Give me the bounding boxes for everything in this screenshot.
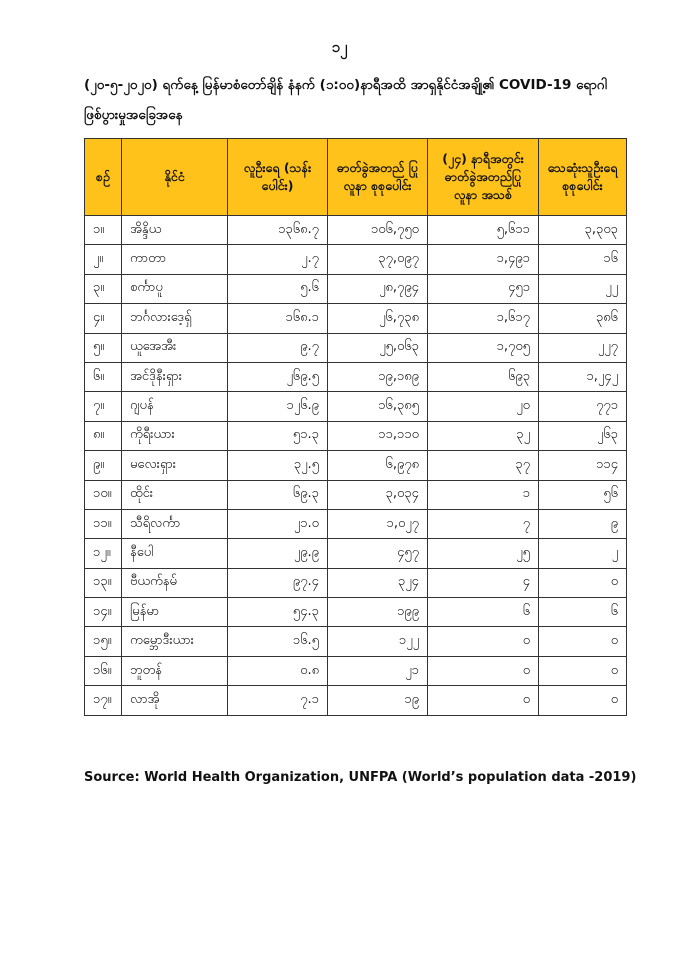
table-cell: ၁၀၆,၇၅၀ xyxy=(328,216,428,245)
header-cell: လူဦးရေ (သန်းပေါင်း) xyxy=(228,139,328,216)
table-row xyxy=(85,304,627,333)
table-row xyxy=(85,539,627,568)
table-cell: အိန္ဒိယ xyxy=(122,216,228,245)
table-cell: ၁၃။ xyxy=(85,568,122,597)
table-cell: ၂၅,၀၆၃ xyxy=(328,333,428,362)
table-cell: ၁၉,၁၈၉ xyxy=(328,362,428,391)
table-cell: ၁၂၆.၉ xyxy=(228,392,328,421)
source-note: Source: World Health Organization, UNFPA (World’s population data -2019) xyxy=(84,770,637,785)
table-row xyxy=(85,274,627,303)
table-cell: ၁။ xyxy=(85,216,122,245)
table-cell: ၁၇။ xyxy=(85,686,122,715)
table-cell: ၁၄။ xyxy=(85,598,122,627)
table-row xyxy=(85,216,627,245)
table-cell: ၅၁.၃ xyxy=(228,421,328,450)
table-cell: ၈။ xyxy=(85,421,122,450)
table-body xyxy=(85,216,627,716)
table-cell: ဂျပန် xyxy=(122,392,228,421)
table-cell: ၆ xyxy=(428,598,539,627)
table-cell: ၂။ xyxy=(85,245,122,274)
table-row xyxy=(85,333,627,362)
table-cell: ဗီယက်နမ် xyxy=(122,568,228,597)
document-title: (၂၀-၅-၂၀၂၀) ရက်နေ့ မြန်မာစံတော်ချိန် နံနက် (၁:၀၀)နာရီအထိ အာရှနိုင်ငံအချို့၏ COVID-19 ရောဂါ ဖြစ်ပွားမှုအခြေအနေ xyxy=(84,77,607,123)
covid-table xyxy=(84,138,627,716)
table-cell: ယူအေအီး xyxy=(122,333,228,362)
page-number: ၁၂ xyxy=(331,38,348,56)
table-cell: ၀.၈ xyxy=(228,656,328,685)
table-cell: ၀ xyxy=(539,656,627,685)
table-cell: ၂၆,၇၃၈ xyxy=(328,304,428,333)
table-cell: ၁၁,၁၁၀ xyxy=(328,421,428,450)
table-cell: ကိုရီးယား xyxy=(122,421,228,450)
table-cell: ၂၂ xyxy=(539,274,627,303)
table-cell: အင်ဒိုနီးရှား xyxy=(122,362,228,391)
table-cell: မလေးရှား xyxy=(122,451,228,480)
table-cell: ၃၇ xyxy=(428,451,539,480)
table-row xyxy=(85,656,627,685)
table-cell: ၂၅ xyxy=(428,539,539,568)
table-cell: ၂၁.၀ xyxy=(228,509,328,538)
table-cell: ၁၃၆၈.၇ xyxy=(228,216,328,245)
table-cell: ၁,၆၁၇ xyxy=(428,304,539,333)
table-cell: ၁,၄၉၁ xyxy=(428,245,539,274)
table-cell: ထိုင်း xyxy=(122,480,228,509)
table-row xyxy=(85,686,627,715)
table-cell: သီရိလင်္ကာ xyxy=(122,509,228,538)
table-cell: ၀ xyxy=(428,686,539,715)
table-cell: ၁,၇၀၅ xyxy=(428,333,539,362)
table-cell: ၉ xyxy=(539,509,627,538)
table-cell: ၀ xyxy=(539,686,627,715)
table-cell: ၃၂၄ xyxy=(328,568,428,597)
table-cell: ၃,၀၃၄ xyxy=(328,480,428,509)
table-cell: ၃၂.၅ xyxy=(228,451,328,480)
table-cell: မြန်မာ xyxy=(122,598,228,627)
header-cell: စဉ် xyxy=(85,139,122,216)
table-cell: ကမ္ဘောဒီးယား xyxy=(122,627,228,656)
table-cell: ၂.၇ xyxy=(228,245,328,274)
table-row xyxy=(85,627,627,656)
header-cell: သေဆုံးသူဦးရေ စုစုပေါင်း xyxy=(539,139,627,216)
table-cell: ၆၉.၃ xyxy=(228,480,328,509)
table-cell: ၂၆၉.၅ xyxy=(228,362,328,391)
table-cell: ၁၂။ xyxy=(85,539,122,568)
table-cell: ၁၆.၅ xyxy=(228,627,328,656)
table-cell: ၀ xyxy=(539,627,627,656)
header-cell: နိုင်ငံ xyxy=(122,139,228,216)
table-cell: ၉။ xyxy=(85,451,122,480)
table-cell: ၇ xyxy=(428,509,539,538)
table-cell: ၂၈,၇၉၄ xyxy=(328,274,428,303)
table-cell: ၁,၂၄၂ xyxy=(539,362,627,391)
table-cell: ၁၀။ xyxy=(85,480,122,509)
table-cell: ၅၄.၃ xyxy=(228,598,328,627)
table-row xyxy=(85,245,627,274)
table-cell: ၁၉၉ xyxy=(328,598,428,627)
table-row xyxy=(85,392,627,421)
table-cell: ၇၇၁ xyxy=(539,392,627,421)
table-cell: ဘင်္ဂလားဒေ့ရှ် xyxy=(122,304,228,333)
table-header-row xyxy=(85,139,627,216)
table-cell: ၅။ xyxy=(85,333,122,362)
table-cell: ၁၁၄ xyxy=(539,451,627,480)
table-cell: ၃,၃၀၃ xyxy=(539,216,627,245)
table-cell: ၁၆၈.၁ xyxy=(228,304,328,333)
table-cell: ၆,၉၇၈ xyxy=(328,451,428,480)
table-cell: ၂၂၇ xyxy=(539,333,627,362)
table-cell: ၁,၀၂၇ xyxy=(328,509,428,538)
table-cell: နီပေါ xyxy=(122,539,228,568)
table-cell: ၁၆ xyxy=(539,245,627,274)
table-cell: ၃၇,၀၉၇ xyxy=(328,245,428,274)
table-cell: ၃၂ xyxy=(428,421,539,450)
table-cell: ၁၅။ xyxy=(85,627,122,656)
table-row xyxy=(85,568,627,597)
table-cell: ၀ xyxy=(428,656,539,685)
table-row xyxy=(85,509,627,538)
table-cell: ၉၇.၄ xyxy=(228,568,328,597)
table-cell: ၂၆၃ xyxy=(539,421,627,450)
table-cell: စင်္ကာပူ xyxy=(122,274,228,303)
table-cell: ၁၁။ xyxy=(85,509,122,538)
table-cell: ၁၆,၃၈၅ xyxy=(328,392,428,421)
table-cell: ၃။ xyxy=(85,274,122,303)
table-cell: ၃၈၆ xyxy=(539,304,627,333)
table-cell: ဘူတန် xyxy=(122,656,228,685)
table-row xyxy=(85,598,627,627)
table-row xyxy=(85,362,627,391)
table-cell: ၆ xyxy=(539,598,627,627)
table-cell: ၀ xyxy=(428,627,539,656)
table-cell: ၁၂၂ xyxy=(328,627,428,656)
table-cell: ၀ xyxy=(539,568,627,597)
table-cell: ၂၉.၉ xyxy=(228,539,328,568)
table-cell: ၄။ xyxy=(85,304,122,333)
table-cell: ၂၀ xyxy=(428,392,539,421)
table-cell: ၄ xyxy=(428,568,539,597)
header-cell: ဓာတ်ခွဲအတည် ပြု လူနာ စုစုပေါင်း xyxy=(328,139,428,216)
table-cell: ၆။ xyxy=(85,362,122,391)
table-cell: ၁၉ xyxy=(328,686,428,715)
table-cell: ၂ xyxy=(539,539,627,568)
table-cell: ကာတာ xyxy=(122,245,228,274)
table-row xyxy=(85,421,627,450)
table-cell: ၇။ xyxy=(85,392,122,421)
table-cell: ၁၆။ xyxy=(85,656,122,685)
table-cell: ၅.၆ xyxy=(228,274,328,303)
table-row xyxy=(85,451,627,480)
table-cell: ၂၁ xyxy=(328,656,428,685)
table-cell: ၇.၁ xyxy=(228,686,328,715)
table-cell: ၅၆ xyxy=(539,480,627,509)
header-cell: (၂၄) နာရီအတွင်း ဓာတ်ခွဲအတည်ပြု လူနာ အသစ် xyxy=(428,139,539,216)
table-row xyxy=(85,480,627,509)
table-cell: ၁ xyxy=(428,480,539,509)
table-cell: ၄၅၇ xyxy=(328,539,428,568)
table-cell: ၄၅၁ xyxy=(428,274,539,303)
table-cell: လာအို xyxy=(122,686,228,715)
table-cell: ၆၉၃ xyxy=(428,362,539,391)
table-cell: ၅,၆၁၁ xyxy=(428,216,539,245)
table-cell: ၉.၇ xyxy=(228,333,328,362)
